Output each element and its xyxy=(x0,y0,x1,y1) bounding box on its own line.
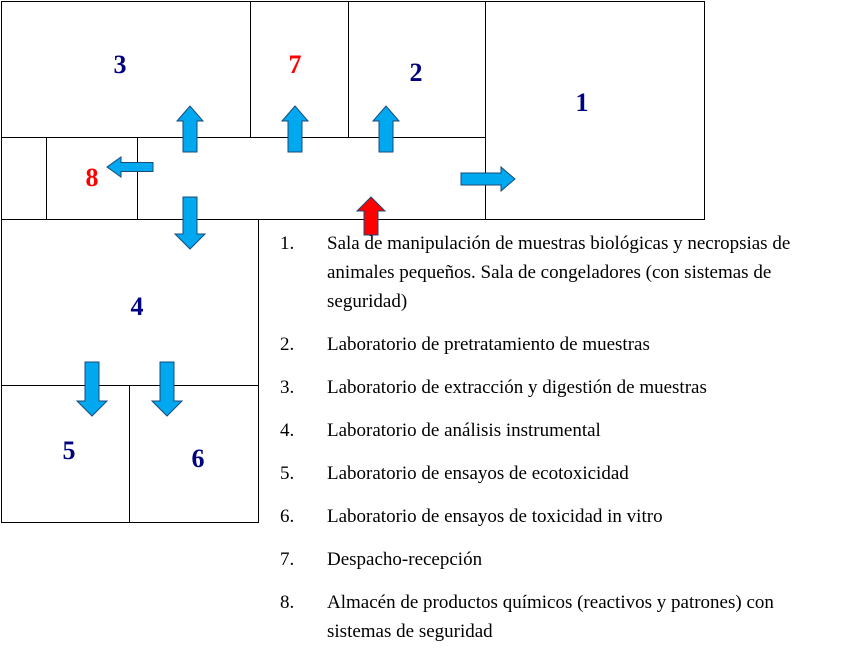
legend-text: Sala de manipulación de muestras biológicas y necropsias de animales pequeños. Sala de congeladores (con sistemas de seguridad) xyxy=(327,233,791,312)
legend-number: 1. xyxy=(280,233,295,254)
legend-number: 4. xyxy=(280,420,295,441)
legend-item xyxy=(280,373,840,402)
legend-text: Laboratorio de pretratamiento de muestras xyxy=(327,334,650,355)
arrow-to-room-1 xyxy=(461,167,515,191)
arrow-to-room-2 xyxy=(373,106,399,152)
legend-number: 3. xyxy=(280,377,295,398)
legend-text: Laboratorio de ensayos de toxicidad in vitro xyxy=(327,506,663,527)
legend-text: Laboratorio de análisis instrumental xyxy=(327,420,601,441)
legend-number: 6. xyxy=(280,506,295,527)
legend-number: 7. xyxy=(280,549,295,570)
room-label-7: 7 xyxy=(288,50,302,79)
room-label-2: 2 xyxy=(409,58,423,87)
arrow-to-room-3 xyxy=(177,106,203,152)
legend-item xyxy=(280,330,840,359)
legend-item xyxy=(280,229,840,316)
legend-number: 5. xyxy=(280,463,295,484)
legend-item xyxy=(280,588,840,646)
room-legend xyxy=(280,229,840,660)
arrow-to-room-4 xyxy=(175,197,205,249)
room-label-4: 4 xyxy=(130,292,144,321)
arrow-to-room-7 xyxy=(282,106,308,152)
legend-text: Despacho-recepción xyxy=(327,549,483,570)
legend-item xyxy=(280,416,840,445)
arrow-to-room-6 xyxy=(152,362,182,416)
legend-item xyxy=(280,502,840,531)
legend-item xyxy=(280,545,840,574)
legend-number: 2. xyxy=(280,334,295,355)
room-label-3: 3 xyxy=(113,50,127,79)
legend-item xyxy=(280,459,840,488)
room-label-8: 8 xyxy=(85,163,99,192)
legend-number: 8. xyxy=(280,592,295,613)
arrow-to-room-8 xyxy=(107,157,153,177)
room-label-5: 5 xyxy=(62,436,76,465)
outer-top-block-wall xyxy=(2,2,705,220)
room-label-6: 6 xyxy=(191,444,205,473)
arrow-to-room-5 xyxy=(77,362,107,416)
legend-text: Almacén de productos químicos (reactivos y patrones) con sistemas de seguridad xyxy=(327,592,774,642)
room-label-1: 1 xyxy=(575,88,589,117)
legend-text: Laboratorio de ensayos de ecotoxicidad xyxy=(327,463,629,484)
legend-text: Laboratorio de extracción y digestión de muestras xyxy=(327,377,707,398)
